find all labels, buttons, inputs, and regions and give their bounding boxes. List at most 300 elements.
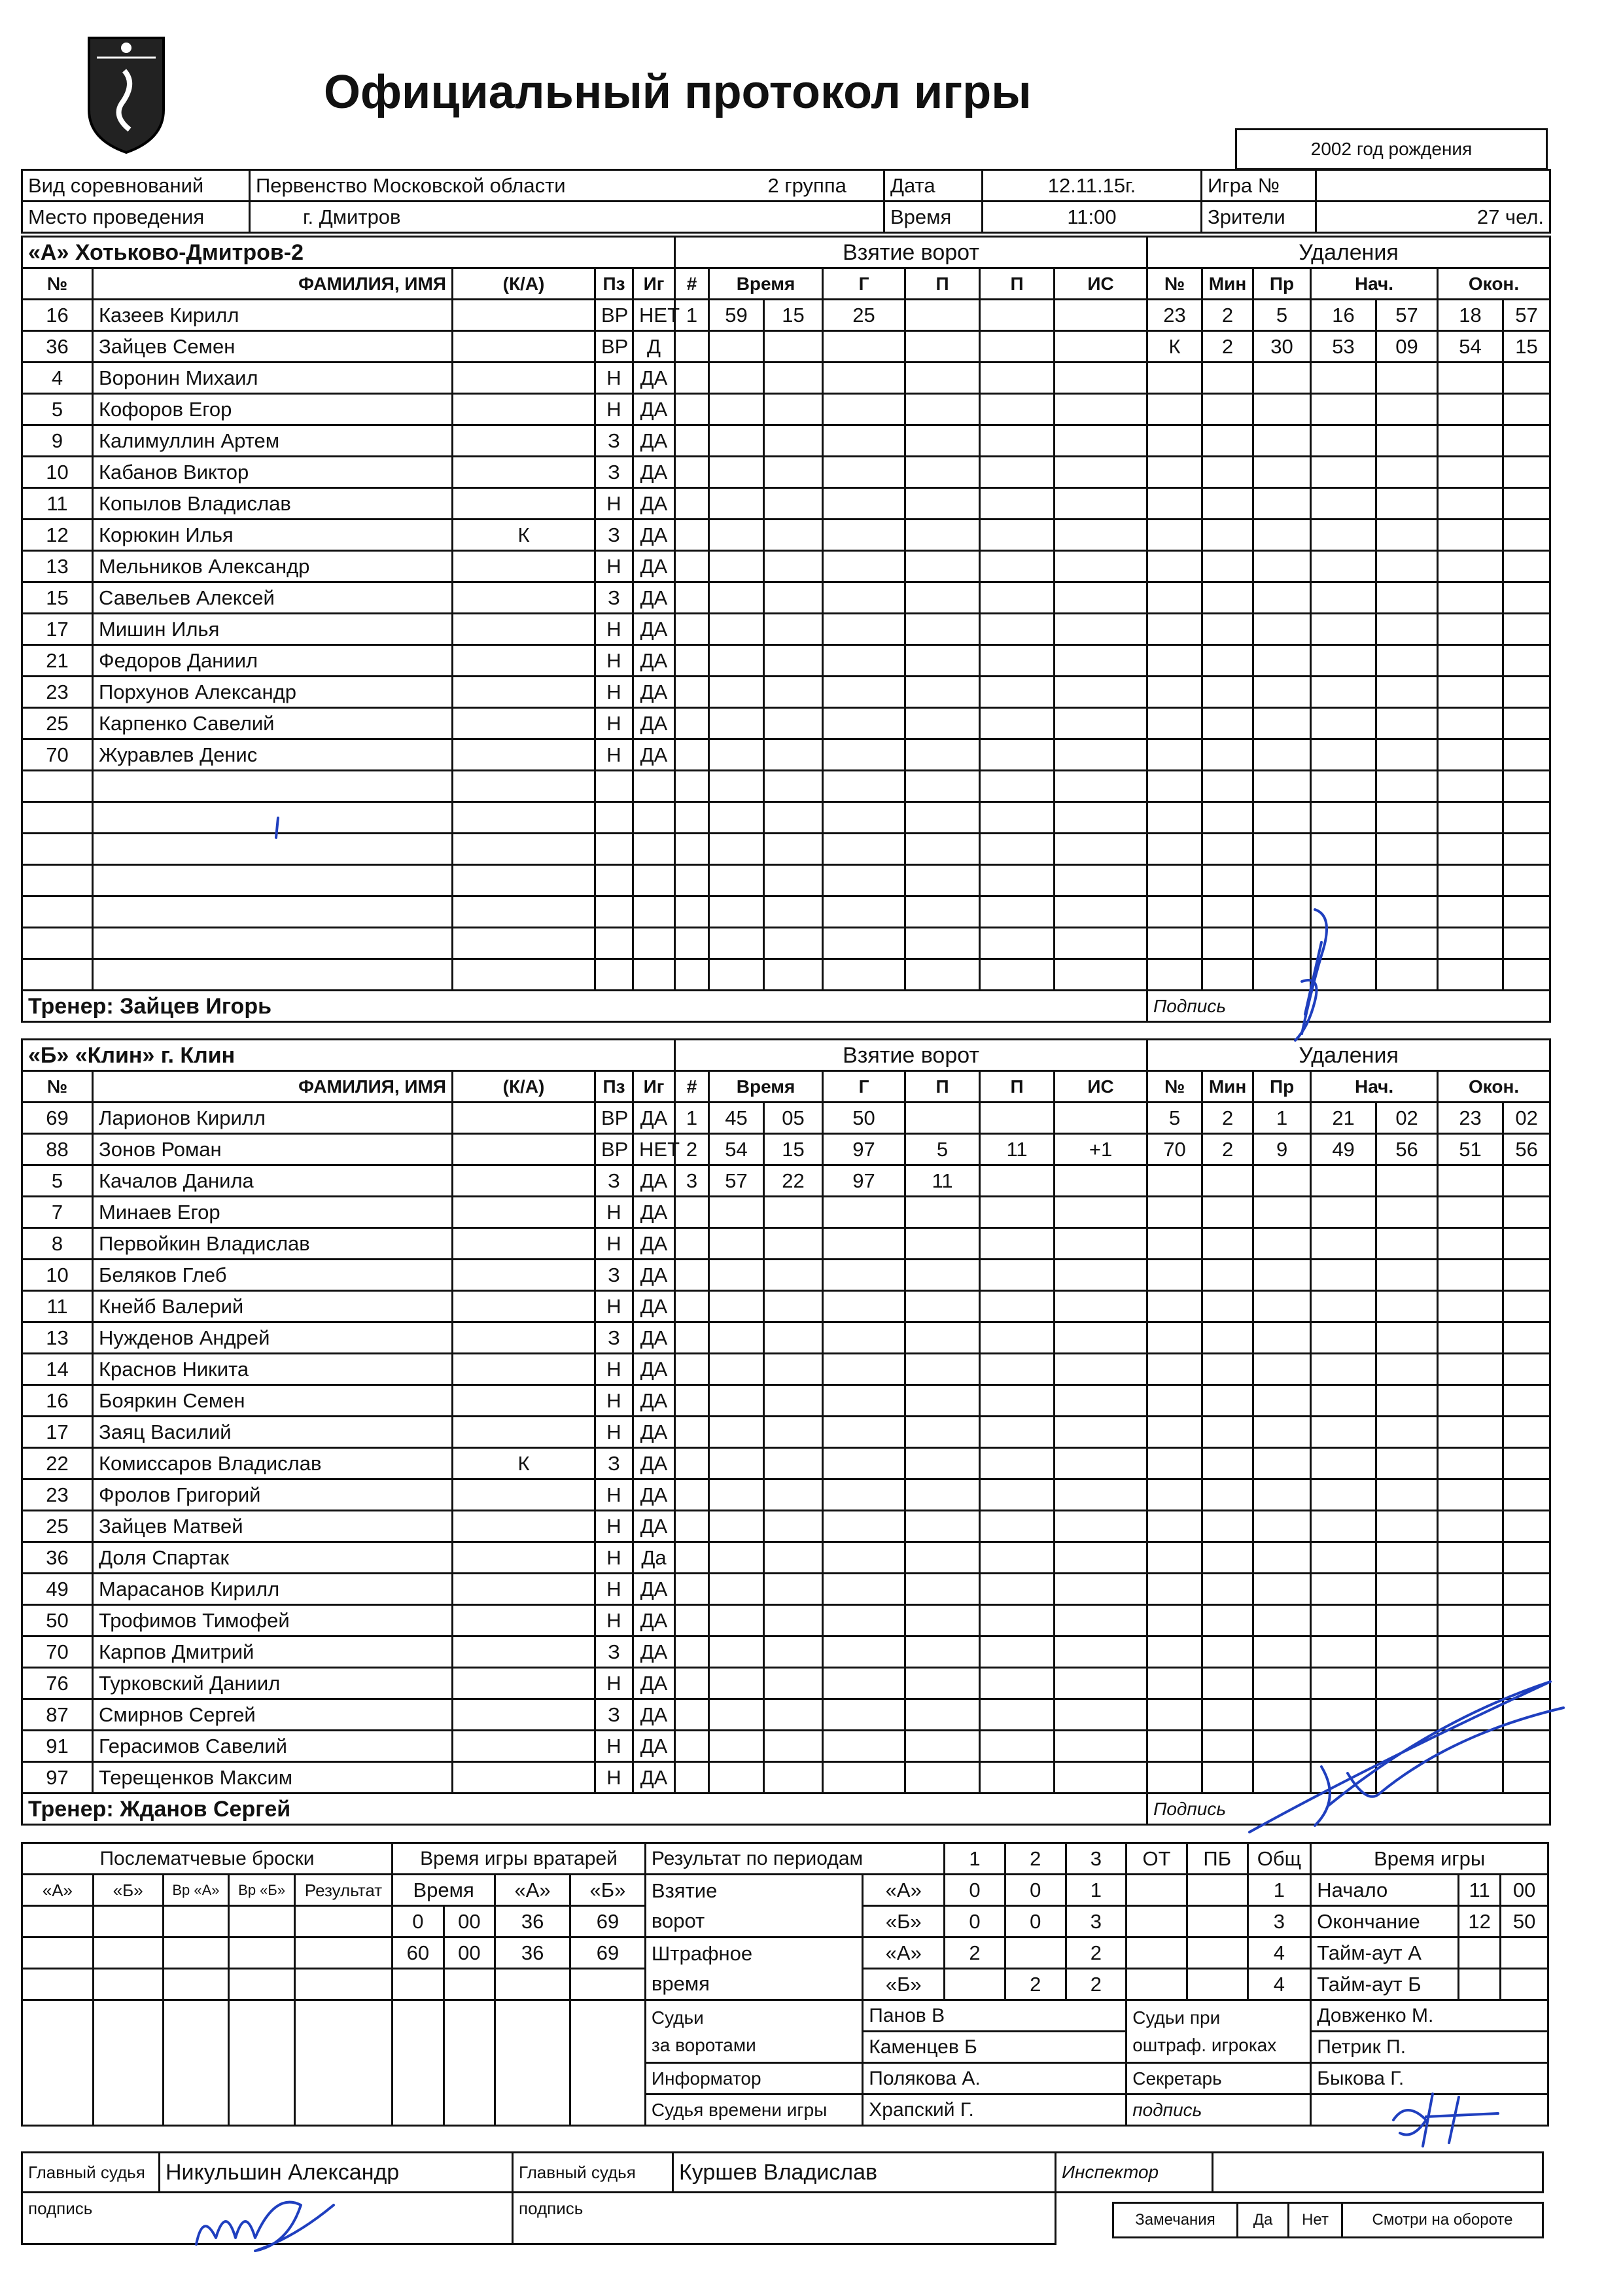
pim-b-pb — [1187, 1969, 1248, 2000]
pim-a-p2 — [1005, 1937, 1066, 1969]
goal-situation — [1055, 1479, 1147, 1511]
remarks-no[interactable]: Нет — [1289, 2203, 1342, 2238]
see-back: Смотри на обороте — [1342, 2203, 1543, 2238]
player-position: Н — [595, 1731, 633, 1762]
penalty-end-sec — [1503, 1322, 1550, 1354]
goal-minute — [709, 425, 764, 457]
penalty-start-min — [1311, 1228, 1376, 1260]
goal-situation — [1055, 865, 1147, 896]
goal-minute — [709, 896, 764, 928]
goal-minute — [709, 1762, 764, 1793]
player-position: З — [595, 1322, 633, 1354]
player-row — [22, 520, 1550, 551]
penalty-start-min — [1311, 1417, 1376, 1448]
goal-assist-1 — [905, 300, 980, 331]
goal-number — [675, 739, 709, 771]
player-played: ДА — [633, 1668, 675, 1699]
player-name: Смирнов Сергей — [93, 1699, 453, 1731]
player-number: 11 — [22, 1291, 93, 1322]
penalty-reason — [1253, 1636, 1311, 1668]
player-position: Н — [595, 1228, 633, 1260]
player-row — [22, 1385, 1550, 1417]
pen-mark — [268, 815, 288, 841]
goal-second — [764, 928, 823, 959]
penalty-player — [1147, 1762, 1202, 1793]
gt-end-label: Окончание — [1311, 1906, 1459, 1937]
player-name: Беляков Глеб — [93, 1260, 453, 1291]
player-captain — [453, 551, 595, 582]
goal-situation — [1055, 1699, 1147, 1731]
penalty-minutes: 2 — [1202, 300, 1253, 331]
goal-situation — [1055, 1668, 1147, 1699]
penalty-minutes — [1202, 1636, 1253, 1668]
penalty-end-sec — [1503, 1636, 1550, 1668]
penalty-start-min — [1311, 1574, 1376, 1605]
penalty-minutes — [1202, 520, 1253, 551]
goal-assist-2 — [980, 425, 1055, 457]
goal-situation — [1055, 1762, 1147, 1793]
player-row — [22, 1574, 1550, 1605]
player-row — [22, 1103, 1550, 1134]
player-position: З — [595, 425, 633, 457]
goal-assist-1 — [905, 865, 980, 896]
informer-label: Информатор — [645, 2063, 862, 2094]
goal-scorer — [823, 1511, 905, 1542]
goals-a-p1: 0 — [945, 1875, 1005, 1906]
penalty-start-min: 16 — [1311, 300, 1376, 331]
game-value — [1316, 170, 1550, 202]
goal-situation — [1055, 928, 1147, 959]
goal-minute — [709, 1636, 764, 1668]
player-name: Минаев Егор — [93, 1197, 453, 1228]
goal-assist-1 — [905, 457, 980, 488]
penalty-end-sec: 57 — [1503, 300, 1550, 331]
player-name: Бояркин Семен — [93, 1385, 453, 1417]
shield-logo-icon — [84, 31, 169, 156]
penalty-player — [1147, 865, 1202, 896]
player-captain — [453, 1385, 595, 1417]
goal-minute: 57 — [709, 1165, 764, 1197]
goal-situation — [1055, 677, 1147, 708]
player-captain — [453, 331, 595, 362]
player-row — [22, 1322, 1550, 1354]
goal-number — [675, 331, 709, 362]
pim-a-p3: 2 — [1066, 1937, 1126, 1969]
gk-b: «Б» — [570, 1875, 646, 1906]
player-captain — [453, 1417, 595, 1448]
gk-a: «А» — [495, 1875, 570, 1906]
goal-number — [675, 551, 709, 582]
goal-situation — [1055, 1636, 1147, 1668]
goal-assist-1 — [905, 1574, 980, 1605]
goal-scorer — [823, 1605, 905, 1636]
goal-minute — [709, 394, 764, 425]
date-label: Дата — [884, 170, 983, 202]
player-number: 4 — [22, 362, 93, 394]
player-captain — [453, 1762, 595, 1793]
goal-minute — [709, 520, 764, 551]
player-captain — [453, 645, 595, 677]
goal-minute — [709, 1479, 764, 1511]
goal-minute — [709, 677, 764, 708]
penalty-reason — [1253, 645, 1311, 677]
penalty-start-min — [1311, 362, 1376, 394]
goal-scorer — [823, 1762, 905, 1793]
goal-number — [675, 1260, 709, 1291]
player-number — [22, 802, 93, 834]
col-goal-is: ИС — [1055, 268, 1147, 300]
penalty-end-min — [1438, 1354, 1503, 1385]
penalty-minutes — [1202, 551, 1253, 582]
player-played: ДА — [633, 1479, 675, 1511]
player-position: Н — [595, 1668, 633, 1699]
penalty-player: 70 — [1147, 1134, 1202, 1165]
player-row — [22, 1542, 1550, 1574]
penalty-minutes — [1202, 1574, 1253, 1605]
player-name: Терещенков Максим — [93, 1762, 453, 1793]
player-position: Н — [595, 614, 633, 645]
penalty-player — [1147, 708, 1202, 739]
player-captain — [453, 1260, 595, 1291]
goal-assist-1 — [905, 1197, 980, 1228]
pim-a-p1: 2 — [945, 1937, 1005, 1969]
col-goal-p1: П — [905, 268, 980, 300]
player-number: 36 — [22, 331, 93, 362]
goal-scorer — [823, 1291, 905, 1322]
player-name: Трофимов Тимофей — [93, 1605, 453, 1636]
penalty-start-min — [1311, 488, 1376, 520]
goal-assist-2 — [980, 457, 1055, 488]
goal-situation — [1055, 1511, 1147, 1542]
penalty-start-sec — [1376, 1322, 1438, 1354]
player-number: 9 — [22, 425, 93, 457]
player-position: Н — [595, 1354, 633, 1385]
penalty-reason: 30 — [1253, 331, 1311, 362]
goal-number — [675, 362, 709, 394]
penalty-end-min — [1438, 802, 1503, 834]
penalty-start-min — [1311, 1479, 1376, 1511]
penalty-end-min — [1438, 771, 1503, 802]
goal-second — [764, 1511, 823, 1542]
player-captain — [453, 488, 595, 520]
goal-second — [764, 1605, 823, 1636]
player-name: Кабанов Виктор — [93, 457, 453, 488]
penalty-end-min — [1438, 834, 1503, 865]
goal-scorer — [823, 1668, 905, 1699]
goal-scorer — [823, 551, 905, 582]
goals-team-b: «Б» — [863, 1906, 945, 1937]
player-captain — [453, 614, 595, 645]
goal-assist-1 — [905, 1479, 980, 1511]
goal-number: 2 — [675, 1134, 709, 1165]
goal-scorer — [823, 645, 905, 677]
penalty-start-min — [1311, 614, 1376, 645]
goal-scorer — [823, 488, 905, 520]
goal-situation — [1055, 834, 1147, 865]
penalty-minutes — [1202, 1354, 1253, 1385]
col-pen-min: Мин — [1202, 268, 1253, 300]
player-position: Н — [595, 1291, 633, 1322]
gk-row1-s: 00 — [444, 1906, 495, 1937]
goal-number: 1 — [675, 300, 709, 331]
goal-assist-1 — [905, 1385, 980, 1417]
goal-situation — [1055, 1731, 1147, 1762]
player-number: 10 — [22, 457, 93, 488]
player-number — [22, 959, 93, 991]
player-row — [22, 1417, 1550, 1448]
penalty-minutes — [1202, 394, 1253, 425]
goal-assist-1 — [905, 614, 980, 645]
goal-second: 15 — [764, 1134, 823, 1165]
goal-assist-1 — [905, 1448, 980, 1479]
goal-situation — [1055, 1322, 1147, 1354]
goal-scorer — [823, 1448, 905, 1479]
goal-assist-2 — [980, 520, 1055, 551]
goal-number — [675, 425, 709, 457]
goal-number — [675, 677, 709, 708]
player-row — [22, 1228, 1550, 1260]
goal-minute — [709, 1197, 764, 1228]
goal-situation — [1055, 1448, 1147, 1479]
results-table — [21, 1842, 1549, 2127]
player-played: ДА — [633, 1260, 675, 1291]
penalty-end-sec — [1503, 1385, 1550, 1417]
penalty-end-sec — [1503, 362, 1550, 394]
player-row — [22, 1448, 1550, 1479]
penalty-start-min — [1311, 520, 1376, 551]
player-number: 87 — [22, 1699, 93, 1731]
player-played: НЕТ — [633, 1134, 675, 1165]
penalty-end-min — [1438, 362, 1503, 394]
penalty-reason — [1253, 1165, 1311, 1197]
goal-situation — [1055, 425, 1147, 457]
goal-second — [764, 394, 823, 425]
penalty-end-sec: 02 — [1503, 1103, 1550, 1134]
goal-second — [764, 739, 823, 771]
goal-assist-1 — [905, 928, 980, 959]
penalty-start-sec: 56 — [1376, 1134, 1438, 1165]
player-number: 23 — [22, 677, 93, 708]
goal-assist-2 — [980, 582, 1055, 614]
goal-situation — [1055, 551, 1147, 582]
penalty-start-sec — [1376, 1448, 1438, 1479]
penalty-start-sec — [1376, 1479, 1438, 1511]
goal-assist-2 — [980, 739, 1055, 771]
penalty-end-min: 51 — [1438, 1134, 1503, 1165]
goal-assist-1 — [905, 331, 980, 362]
goal-assist-2 — [980, 1228, 1055, 1260]
gk-row2-a: 36 — [495, 1937, 570, 1969]
remarks-label: Замечания — [1113, 2203, 1238, 2238]
goal-second — [764, 865, 823, 896]
penalty-player — [1147, 1542, 1202, 1574]
penalty-start-min — [1311, 677, 1376, 708]
player-name: Кнейб Валерий — [93, 1291, 453, 1322]
penalty-end-sec — [1503, 645, 1550, 677]
player-row — [22, 362, 1550, 394]
goal-scorer — [823, 394, 905, 425]
player-played — [633, 865, 675, 896]
goal-assist-2 — [980, 1731, 1055, 1762]
goal-scorer — [823, 614, 905, 645]
penalty-player — [1147, 1291, 1202, 1322]
player-captain — [453, 708, 595, 739]
penalty-player — [1147, 488, 1202, 520]
player-position: З — [595, 1260, 633, 1291]
penalty-end-sec — [1503, 928, 1550, 959]
player-position — [595, 802, 633, 834]
goal-second — [764, 1574, 823, 1605]
penalty-start-min — [1311, 425, 1376, 457]
shootout-title: Послематчевые броски — [22, 1843, 393, 1875]
player-position: Н — [595, 1605, 633, 1636]
player-captain — [453, 739, 595, 771]
goal-assist-1 — [905, 708, 980, 739]
remarks-yes[interactable]: Да — [1238, 2203, 1289, 2238]
goal-second — [764, 802, 823, 834]
player-name: Карпенко Савелий — [93, 708, 453, 739]
penalty-player — [1147, 425, 1202, 457]
gt-start-m: 00 — [1501, 1875, 1548, 1906]
player-captain — [453, 1636, 595, 1668]
goal-second — [764, 1668, 823, 1699]
penalty-player: 5 — [1147, 1103, 1202, 1134]
penalty-player — [1147, 739, 1202, 771]
player-position: Н — [595, 488, 633, 520]
player-played: Да — [633, 1542, 675, 1574]
player-captain — [453, 1354, 595, 1385]
player-number: 12 — [22, 520, 93, 551]
goals-b-total: 3 — [1248, 1906, 1311, 1937]
goal-number — [675, 1228, 709, 1260]
penalty-reason — [1253, 1260, 1311, 1291]
penalty-reason — [1253, 739, 1311, 771]
goal-number — [675, 834, 709, 865]
goal-minute — [709, 1354, 764, 1385]
penalty-start-sec — [1376, 1228, 1438, 1260]
col-ig: Иг — [633, 1071, 675, 1103]
penalty-player — [1147, 1417, 1202, 1448]
player-captain — [453, 300, 595, 331]
player-number: 70 — [22, 1636, 93, 1668]
penalty-start-min — [1311, 802, 1376, 834]
goal-situation — [1055, 896, 1147, 928]
player-number: 25 — [22, 708, 93, 739]
goal-assist-2 — [980, 896, 1055, 928]
penalty-start-min — [1311, 1448, 1376, 1479]
period-results-title: Результат по периодам — [645, 1843, 944, 1875]
penalty-minutes — [1202, 1322, 1253, 1354]
goal-number — [675, 1479, 709, 1511]
goal-assist-2 — [980, 1260, 1055, 1291]
goal-number — [675, 1448, 709, 1479]
player-played: ДА — [633, 1574, 675, 1605]
player-played: ДА — [633, 551, 675, 582]
penalty-start-min — [1311, 1197, 1376, 1228]
goal-number — [675, 1322, 709, 1354]
player-position: З — [595, 457, 633, 488]
penalty-end-sec — [1503, 457, 1550, 488]
goal-assist-1: 11 — [905, 1165, 980, 1197]
game-time-title: Время игры — [1311, 1843, 1548, 1875]
player-name — [93, 959, 453, 991]
goal-number — [675, 1511, 709, 1542]
goal-number — [675, 1699, 709, 1731]
gk-row2-s: 00 — [444, 1937, 495, 1969]
penalty-start-min — [1311, 1636, 1376, 1668]
goal-number — [675, 959, 709, 991]
goal-assist-2 — [980, 1762, 1055, 1793]
goal-situation — [1055, 300, 1147, 331]
goal-assist-1 — [905, 582, 980, 614]
player-position — [595, 865, 633, 896]
team-b-sign-label: Подпись — [1147, 1793, 1550, 1825]
birth-year: 2002 год рождения — [1236, 130, 1547, 169]
goal-situation — [1055, 1354, 1147, 1385]
player-captain — [453, 1574, 595, 1605]
game-label: Игра № — [1202, 170, 1316, 202]
player-number: 23 — [22, 1479, 93, 1511]
player-position: Н — [595, 1762, 633, 1793]
goal-number — [675, 802, 709, 834]
informer: Полякова А. — [863, 2063, 1126, 2094]
goal-second — [764, 1762, 823, 1793]
player-row — [22, 1291, 1550, 1322]
penalty-start-sec — [1376, 708, 1438, 739]
penalty-start-min — [1311, 1605, 1376, 1636]
penalty-minutes — [1202, 896, 1253, 928]
goal-scorer — [823, 1385, 905, 1417]
col-pen-min: Мин — [1202, 1071, 1253, 1103]
player-number: 13 — [22, 1322, 93, 1354]
goal-second — [764, 1291, 823, 1322]
penalty-start-min: 49 — [1311, 1134, 1376, 1165]
goal-assist-2 — [980, 1385, 1055, 1417]
pen-judge-a: Довженко М. — [1311, 2000, 1548, 2032]
col-ka: (К/А) — [453, 1071, 595, 1103]
penalty-player — [1147, 1197, 1202, 1228]
penalty-player — [1147, 1354, 1202, 1385]
penalty-end-min — [1438, 520, 1503, 551]
player-captain — [453, 1699, 595, 1731]
penalty-end-sec — [1503, 1228, 1550, 1260]
penalty-reason — [1253, 771, 1311, 802]
player-played: ДА — [633, 1448, 675, 1479]
goal-minute — [709, 708, 764, 739]
pim-label-1: Штрафное — [645, 1937, 862, 1969]
signature-label: подпись — [1126, 2094, 1311, 2126]
goal-assist-1 — [905, 959, 980, 991]
goal-minute — [709, 1228, 764, 1260]
goal-scorer — [823, 1636, 905, 1668]
penalty-reason — [1253, 1448, 1311, 1479]
goal-minute — [709, 488, 764, 520]
penalty-reason — [1253, 677, 1311, 708]
penalty-player — [1147, 394, 1202, 425]
goal-situation — [1055, 488, 1147, 520]
goal-assist-2 — [980, 771, 1055, 802]
player-position: З — [595, 1699, 633, 1731]
goal-assist-1 — [905, 1511, 980, 1542]
player-row — [22, 1479, 1550, 1511]
penalty-end-sec — [1503, 834, 1550, 865]
penalty-minutes: 2 — [1202, 1103, 1253, 1134]
goal-minute — [709, 865, 764, 896]
col-pen-start: Нач. — [1311, 268, 1438, 300]
player-played: ДА — [633, 457, 675, 488]
penalty-reason — [1253, 1417, 1311, 1448]
goal-scorer — [823, 425, 905, 457]
